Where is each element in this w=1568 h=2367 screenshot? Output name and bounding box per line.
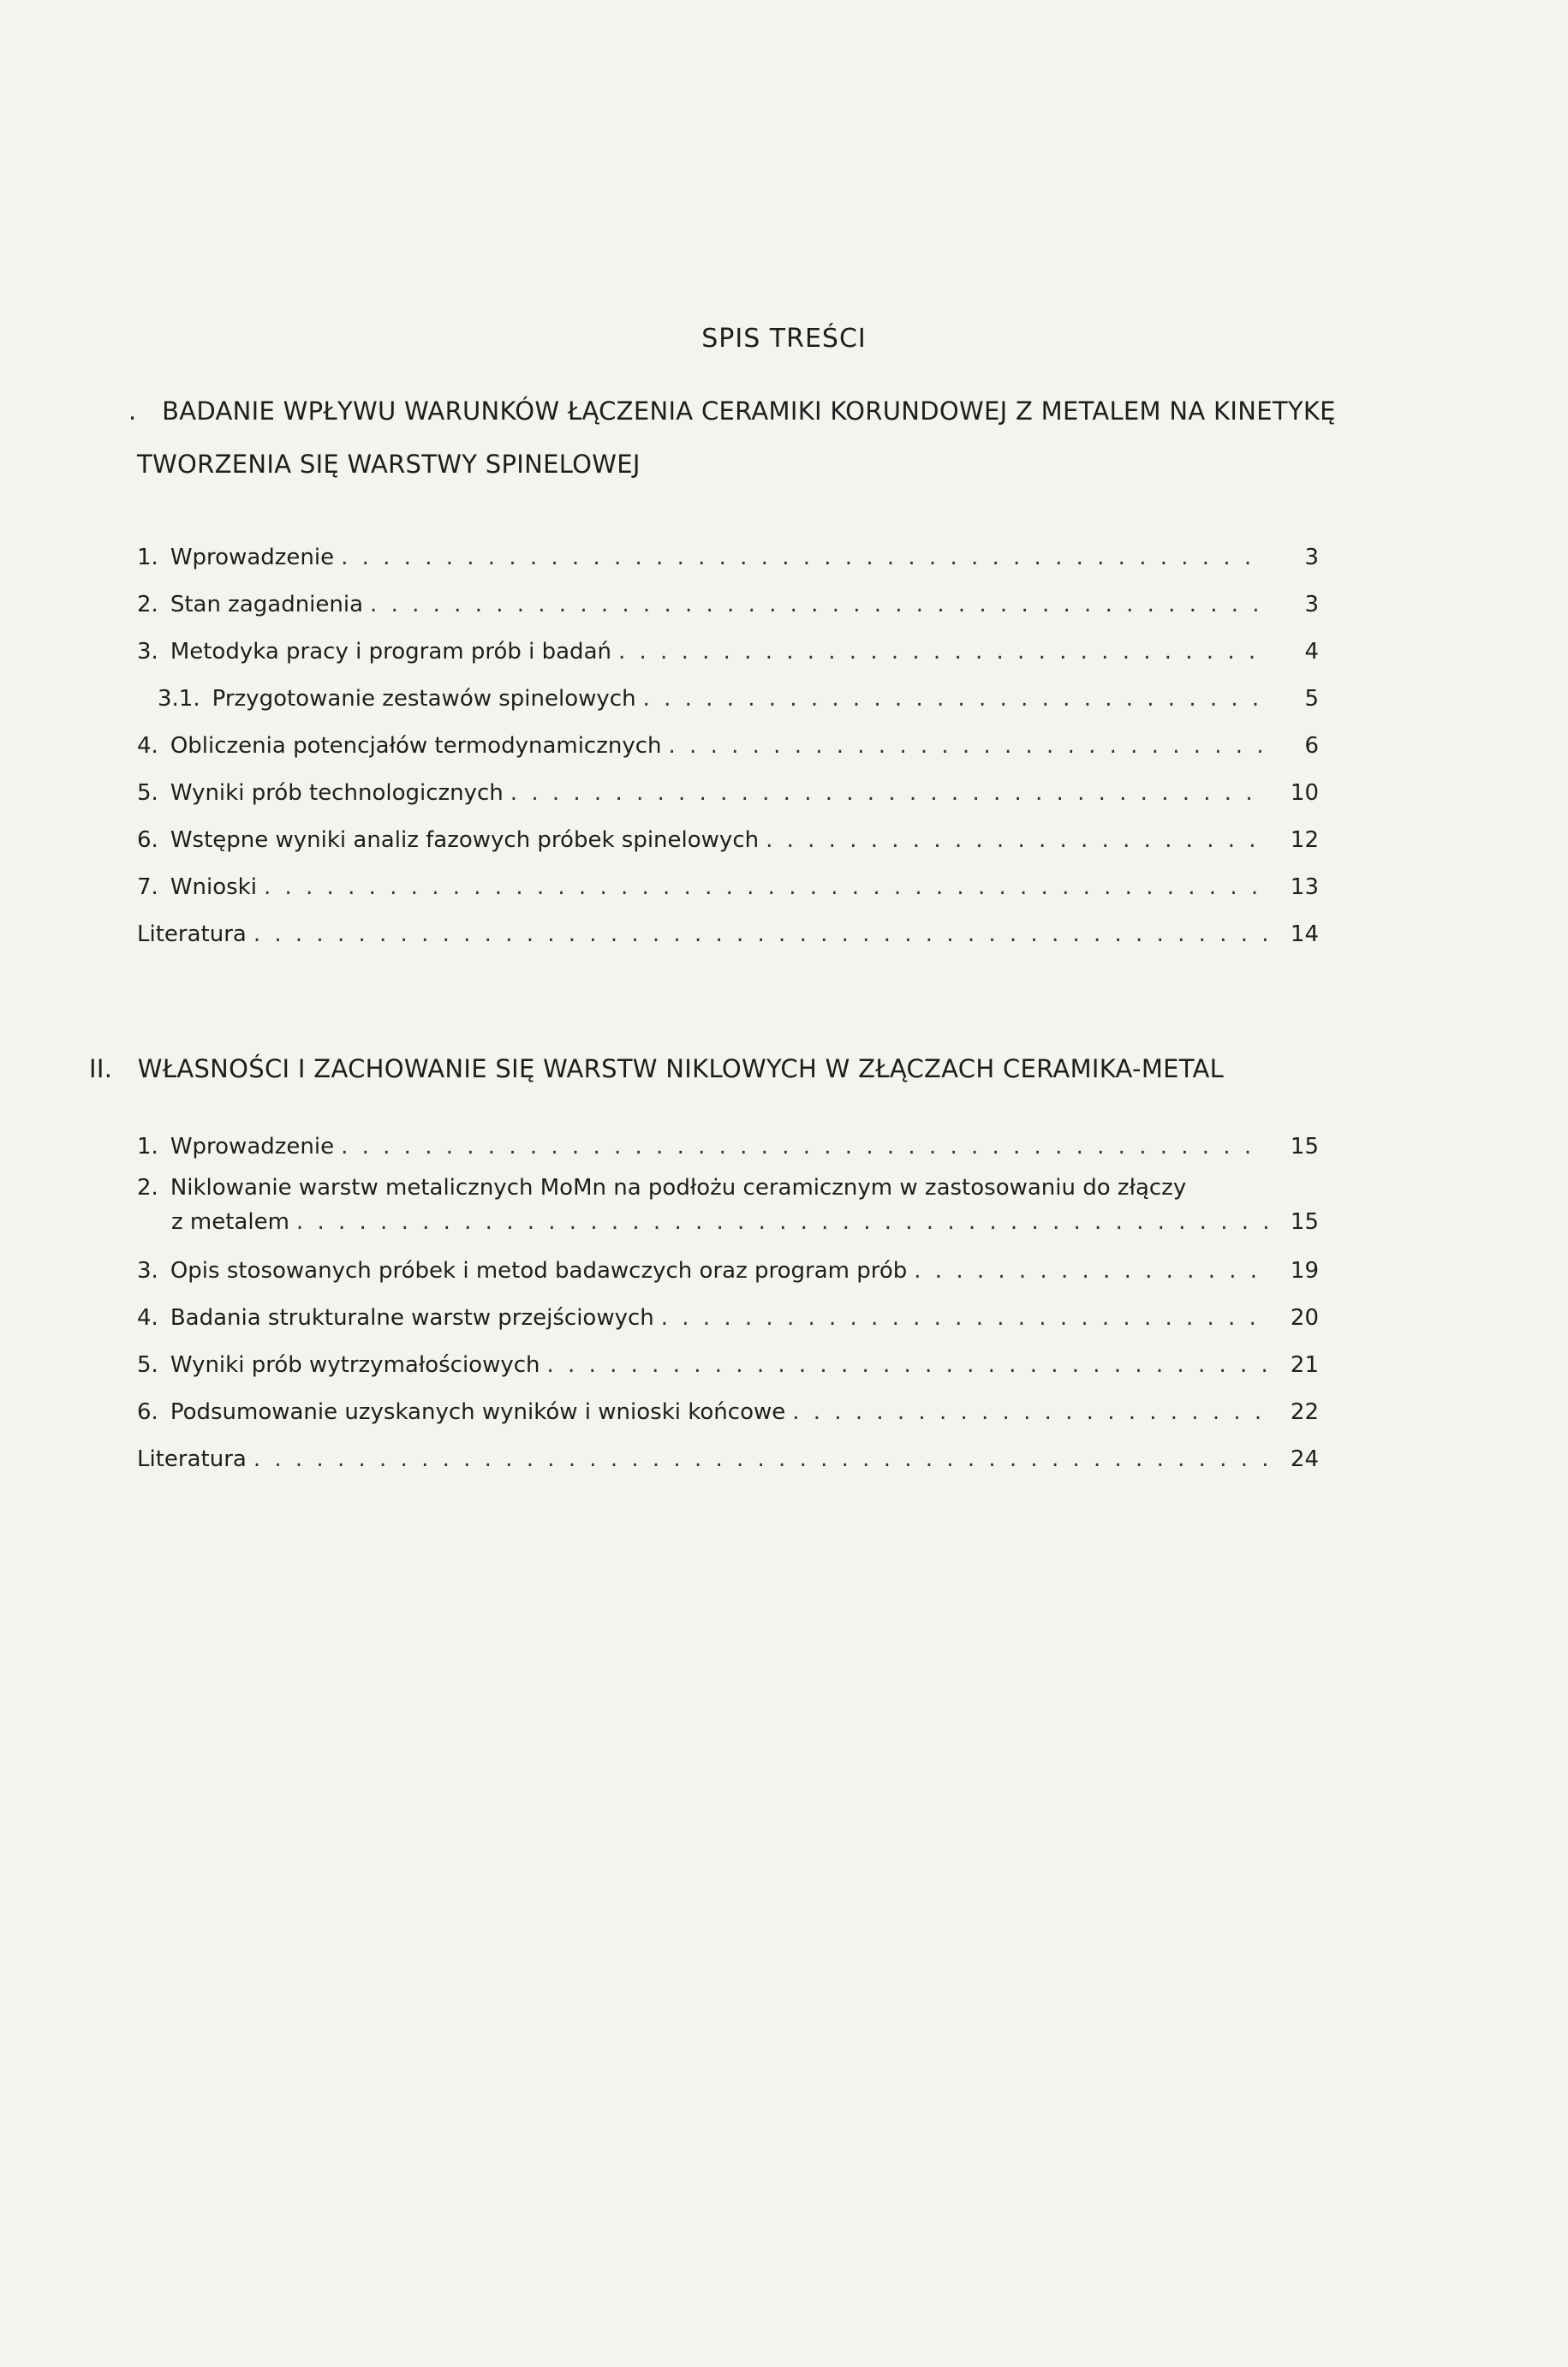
section-2-heading-line1: WŁASNOŚCI I ZACHOWANIE SIĘ WARSTW NIKLOWYCH W ZŁĄCZACH CERAMIKA-METAL: [137, 1054, 1225, 1083]
dot-leader: [510, 770, 1267, 817]
entry-page: 13: [1290, 874, 1319, 900]
section-2-toc: [137, 1124, 1319, 1483]
section-1-heading-line2: TWORZENIA SIĘ WARSTWY SPINELOWEJ: [137, 450, 641, 479]
entry-page: 5: [1304, 686, 1319, 712]
page-title: SPIS TREŚCI: [701, 324, 867, 354]
entry-title: Literatura: [137, 921, 247, 947]
dot-leader: [264, 864, 1267, 911]
section-1-heading: [128, 384, 1336, 438]
dot-leader: [341, 534, 1267, 581]
entry-title: Obliczenia potencjałów termodynamicznych: [170, 733, 662, 759]
toc-entry[interactable]: [137, 723, 1319, 770]
toc-entry[interactable]: [137, 1342, 1319, 1389]
entry-page: 20: [1290, 1305, 1319, 1331]
dot-leader: [661, 1295, 1267, 1342]
toc-entry[interactable]: [137, 1171, 1319, 1248]
entry-number: 5.: [137, 780, 158, 806]
dot-leader: [792, 1389, 1267, 1436]
entry-page: 10: [1290, 780, 1319, 806]
entry-title: Wprowadzenie: [170, 1134, 335, 1160]
entry-title: Metodyka pracy i program prób i badań: [170, 639, 611, 665]
toc-entry[interactable]: [137, 1248, 1319, 1295]
entry-number: 7.: [137, 874, 158, 900]
entry-page: 15: [1290, 1134, 1319, 1160]
entry-title-continued: z metalem: [171, 1209, 289, 1235]
entry-title: Wyniki prób wytrzymałościowych: [170, 1352, 540, 1378]
entry-title: Przygotowanie zestawów spinelowych: [212, 686, 636, 712]
section-1-heading-line1: BADANIE WPŁYWU WARUNKÓW ŁĄCZENIA CERAMIKI KORUNDOWEJ Z METALEM NA KINETYKĘ: [162, 396, 1336, 426]
entry-number: 3.: [137, 639, 158, 665]
section-2-heading: [89, 1041, 1224, 1096]
toc-entry[interactable]: [137, 629, 1319, 676]
section-1-heading-cont: [137, 437, 641, 492]
dot-leader: [296, 1205, 1267, 1239]
entry-page: 15: [1290, 1209, 1319, 1235]
entry-title: Wstępne wyniki analiz fazowych próbek spinelowych: [170, 827, 760, 853]
entry-page: 3: [1304, 545, 1319, 570]
toc-entry[interactable]: [137, 770, 1319, 817]
entry-page: 4: [1304, 639, 1319, 665]
entry-page: 24: [1290, 1446, 1319, 1472]
toc-entry[interactable]: [137, 534, 1319, 581]
entry-number: 2.: [137, 1175, 158, 1201]
entry-number: 3.1.: [158, 686, 200, 712]
entry-number: 3.: [137, 1258, 158, 1284]
entry-number: 4.: [137, 733, 158, 759]
dot-leader: [669, 723, 1267, 770]
toc-entry[interactable]: [137, 1389, 1319, 1436]
entry-page: 22: [1290, 1399, 1319, 1425]
entry-title: Literatura: [137, 1446, 247, 1472]
toc-entry[interactable]: [137, 1124, 1319, 1171]
dot-leader: [914, 1248, 1267, 1295]
toc-entry[interactable]: [137, 1295, 1319, 1342]
entry-page: 12: [1290, 827, 1319, 853]
toc-entry[interactable]: [137, 581, 1319, 629]
entry-number: 6.: [137, 1399, 158, 1425]
entry-number: 2.: [137, 592, 158, 617]
entry-title: Niklowanie warstw metalicznych MoMn na podłożu ceramicznym w zastosowaniu do złączy: [170, 1175, 1187, 1201]
section-1-toc: [137, 534, 1319, 958]
entry-number: 6.: [137, 827, 158, 853]
toc-entry-sub[interactable]: [137, 676, 1319, 723]
entry-page: 14: [1290, 921, 1319, 947]
entry-number: 5.: [137, 1352, 158, 1378]
entry-page: 19: [1290, 1258, 1319, 1284]
entry-number: 1.: [137, 1134, 158, 1160]
entry-page: 21: [1290, 1352, 1319, 1378]
entry-title: Wnioski: [170, 874, 257, 900]
entry-title: Wyniki prób technologicznych: [170, 780, 504, 806]
entry-page: 3: [1304, 592, 1319, 617]
toc-entry-bibliography[interactable]: [137, 1436, 1319, 1483]
entry-number: 1.: [137, 545, 158, 570]
entry-page: 6: [1304, 733, 1319, 759]
dot-leader: [766, 817, 1267, 864]
dot-leader: [547, 1342, 1267, 1389]
dot-leader: [370, 581, 1267, 629]
entry-title: Badania strukturalne warstw przejściowych: [170, 1305, 654, 1331]
entry-title: Opis stosowanych próbek i metod badawczych oraz program prób: [170, 1258, 908, 1284]
section-1-number: .: [128, 396, 137, 426]
entry-title: Stan zagadnienia: [170, 592, 364, 617]
entry-title: Wprowadzenie: [170, 545, 335, 570]
dot-leader: [253, 1436, 1267, 1483]
entry-number: 4.: [137, 1305, 158, 1331]
entry-title: Podsumowanie uzyskanych wyników i wnioski końcowe: [170, 1399, 786, 1425]
section-2-number: II.: [89, 1054, 113, 1083]
dot-leader: [253, 911, 1267, 958]
toc-entry[interactable]: [137, 864, 1319, 911]
toc-entry[interactable]: [137, 817, 1319, 864]
dot-leader: [643, 676, 1267, 723]
dot-leader: [341, 1124, 1267, 1171]
dot-leader: [618, 629, 1267, 676]
toc-entry-bibliography[interactable]: [137, 911, 1319, 958]
